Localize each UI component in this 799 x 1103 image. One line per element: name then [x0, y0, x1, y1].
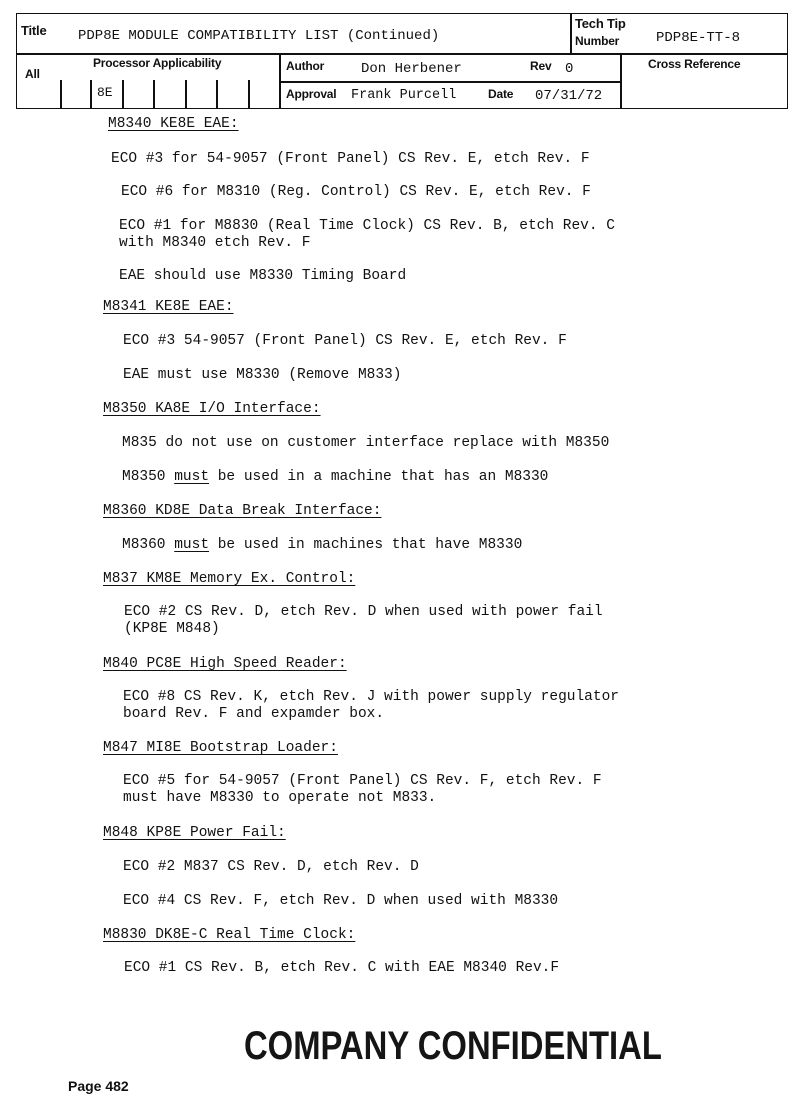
techtip-number: PDP8E-TT-8 [656, 30, 741, 46]
page-number: Page 482 [68, 1078, 129, 1094]
section-item-line: ECO #3 for 54-9057 (Front Panel) CS Rev. E, etch Rev. F [111, 151, 590, 167]
confidential-stamp-text: COMPANY CONFIDENTIAL [244, 1024, 662, 1068]
section-heading [103, 927, 355, 943]
techtip-number-label: Number [575, 34, 620, 48]
section-heading-text: M8350 KA8E I/O Interface: [103, 401, 321, 417]
document-title: PDP8E MODULE COMPATIBILITY LIST (Continued) [78, 28, 440, 44]
section-item-line: EAE must use M8330 (Remove M833) [123, 367, 402, 383]
section-item-line: ECO #5 for 54-9057 (Front Panel) CS Rev. F, etch Rev. F [123, 773, 602, 789]
section-item-line: ECO #1 for M8830 (Real Time Clock) CS Rev. B, etch Rev. C [119, 218, 615, 234]
section-heading-text: M8360 KD8E Data Break Interface: [103, 503, 382, 519]
confidential-stamp [244, 1022, 662, 1070]
section-heading [103, 825, 286, 841]
section-heading [108, 116, 239, 132]
techtip-label: Tech Tip [575, 16, 626, 31]
section-item-line: M835 do not use on customer interface replace with M8350 [122, 435, 610, 451]
section-item-line: ECO #6 for M8310 (Reg. Control) CS Rev. E, etch Rev. F [121, 184, 591, 200]
section-item-line: ECO #2 M837 CS Rev. D, etch Rev. D [123, 859, 419, 875]
section-heading [103, 299, 234, 315]
processor-applicability-label: Processor Applicability [93, 56, 222, 70]
cross-reference-label: Cross Reference [648, 57, 741, 71]
processor-8e-mark: 8E [97, 85, 113, 100]
date-label: Date [488, 87, 514, 101]
approval-label: Approval [286, 87, 337, 101]
section-item-line: with M8340 etch Rev. F [119, 235, 311, 251]
section-heading-text: M837 KM8E Memory Ex. Control: [103, 571, 356, 587]
section-item-line: ECO #2 CS Rev. D, etch Rev. D when used with power fail [124, 604, 603, 620]
section-heading [103, 656, 347, 672]
section-heading-text: M847 MI8E Bootstrap Loader: [103, 740, 338, 756]
approval-name: Frank Purcell [351, 88, 457, 103]
section-heading-text: M848 KP8E Power Fail: [103, 825, 286, 841]
section-item-line: EAE should use M8330 Timing Board [119, 268, 407, 284]
section-item-line: ECO #4 CS Rev. F, etch Rev. D when used with M8330 [123, 893, 559, 909]
section-item-line: must have M8330 to operate not M833. [123, 790, 437, 806]
section-heading-text: M8341 KE8E EAE: [103, 299, 234, 315]
section-item-line: M8350 must be used in a machine that has an M8330 [122, 469, 549, 485]
author-name: Don Herbener [361, 61, 462, 77]
section-heading-text: M8830 DK8E-C Real Time Clock: [103, 927, 356, 943]
title-label: Title [21, 23, 47, 38]
rev-value: 0 [565, 61, 574, 77]
all-label: All [25, 67, 40, 81]
section-item-line: M8360 must be used in machines that have M8330 [122, 537, 523, 553]
section-item-line: ECO #3 54-9057 (Front Panel) CS Rev. E, etch Rev. F [123, 333, 567, 349]
section-heading-text: M8340 KE8E EAE: [108, 116, 239, 132]
section-heading [103, 503, 381, 519]
section-heading [103, 740, 338, 756]
rev-label: Rev [530, 59, 552, 73]
date-value: 07/31/72 [535, 88, 603, 104]
section-item-line: (KP8E M848) [124, 621, 220, 637]
section-item-line: board Rev. F and expamder box. [123, 706, 385, 722]
section-heading [103, 401, 321, 417]
section-heading-text: M840 PC8E High Speed Reader: [103, 656, 347, 672]
author-label: Author [286, 59, 325, 73]
section-heading [103, 571, 355, 587]
section-item-line: ECO #1 CS Rev. B, etch Rev. C with EAE M8340 Rev.F [124, 960, 560, 976]
section-item-line: ECO #8 CS Rev. K, etch Rev. J with power supply regulator [123, 689, 619, 705]
